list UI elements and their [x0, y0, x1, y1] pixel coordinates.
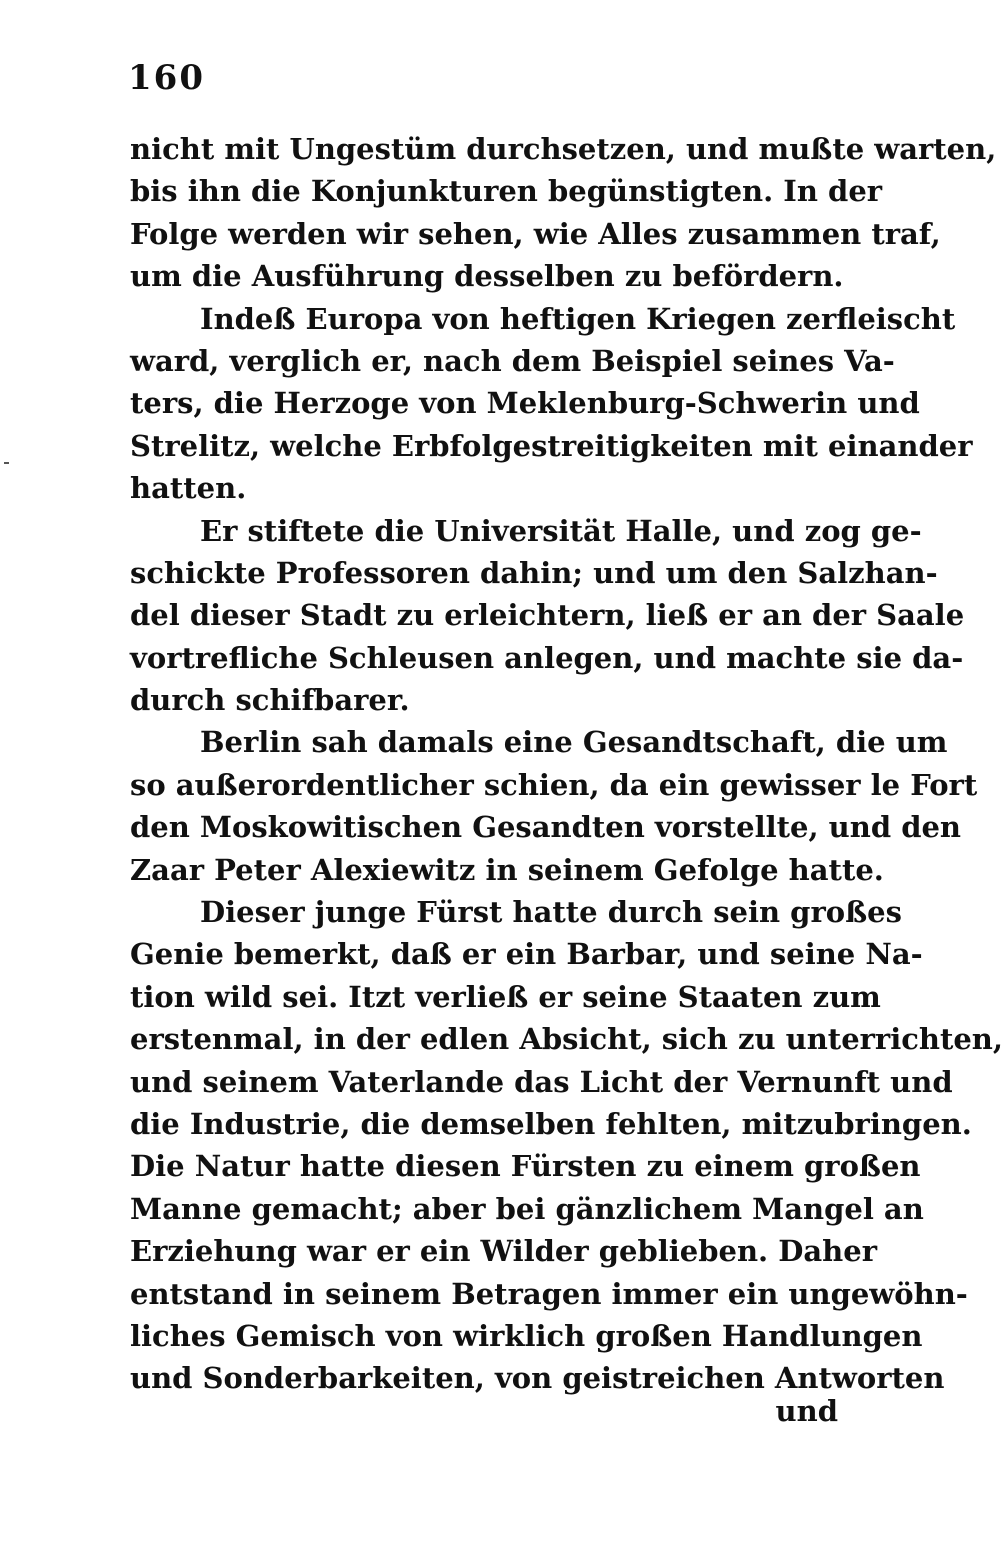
text-line: entstand in seinem Betragen immer ein ungewöhn-	[130, 1276, 968, 1311]
text-line: Zaar Peter Alexiewitz in seinem Gefolge hatte.	[130, 852, 884, 887]
page-number: 160	[128, 58, 205, 98]
text-line: Strelitz, welche Erbfolgestreitigkeiten mit einander	[130, 428, 973, 463]
text-line: Folge werden wir sehen, wie Alles zusammen traf,	[130, 216, 941, 251]
text-line: bis ihn die Konjunkturen begünstigten. In der	[130, 174, 883, 209]
text-line: erstenmal, in der edlen Absicht, sich zu unterrichten,	[130, 1022, 1003, 1057]
text-line: tion wild sei. Itzt verließ er seine Staaten zum	[130, 979, 881, 1014]
body-text	[130, 128, 1003, 1400]
text-line: Manne gemacht; aber bei gänzlichem Mangel an	[130, 1191, 924, 1226]
text-line: die Industrie, die demselben fehlten, mitzubringen.	[130, 1106, 972, 1141]
catchword: und	[775, 1394, 838, 1428]
text-line: schickte Professoren dahin; und um den Salzhan-	[130, 555, 938, 590]
text-line: ters, die Herzoge von Meklenburg-Schwerin und	[130, 386, 920, 421]
paragraph-first-line: Indeß Europa von heftigen Kriegen zerfleischt	[200, 301, 956, 336]
text-line: um die Ausführung desselben zu befördern.	[130, 259, 844, 294]
text-line: so außerordentlicher schien, da ein gewisser le Fort	[130, 767, 978, 802]
text-line: durch schifbarer.	[130, 683, 410, 718]
text-line: Die Natur hatte diesen Fürsten zu einem großen	[130, 1149, 921, 1184]
text-line: ward, verglich er, nach dem Beispiel seines Va-	[130, 343, 895, 378]
paragraph-first-line: Berlin sah damals eine Gesandtschaft, die um	[200, 725, 948, 760]
margin-mark	[4, 462, 9, 464]
text-line: den Moskowitischen Gesandten vorstellte, und den	[130, 810, 962, 845]
text-line: nicht mit Ungestüm durchsetzen, und mußte warten,	[130, 132, 997, 166]
text-line: vortrefliche Schleusen anlegen, und machte sie da-	[130, 640, 964, 675]
text-line: del dieser Stadt zu erleichtern, ließ er an der Saale	[130, 598, 965, 633]
text-line: liches Gemisch von wirklich großen Handlungen	[130, 1318, 923, 1353]
text-line: Erziehung war er ein Wilder geblieben. Daher	[130, 1234, 877, 1269]
text-line: und seinem Vaterlande das Licht der Vernunft und	[130, 1064, 953, 1099]
text-line: und Sonderbarkeiten, von geistreichen Antworten	[130, 1361, 945, 1396]
text-line: hatten.	[130, 471, 247, 506]
paragraph-first-line: Er stiftete die Universität Halle, und zog ge-	[200, 513, 922, 548]
paragraph-first-line: Dieser junge Fürst hatte durch sein großes	[200, 895, 902, 930]
text-line: Genie bemerkt, daß er ein Barbar, und seine Na-	[130, 937, 923, 972]
